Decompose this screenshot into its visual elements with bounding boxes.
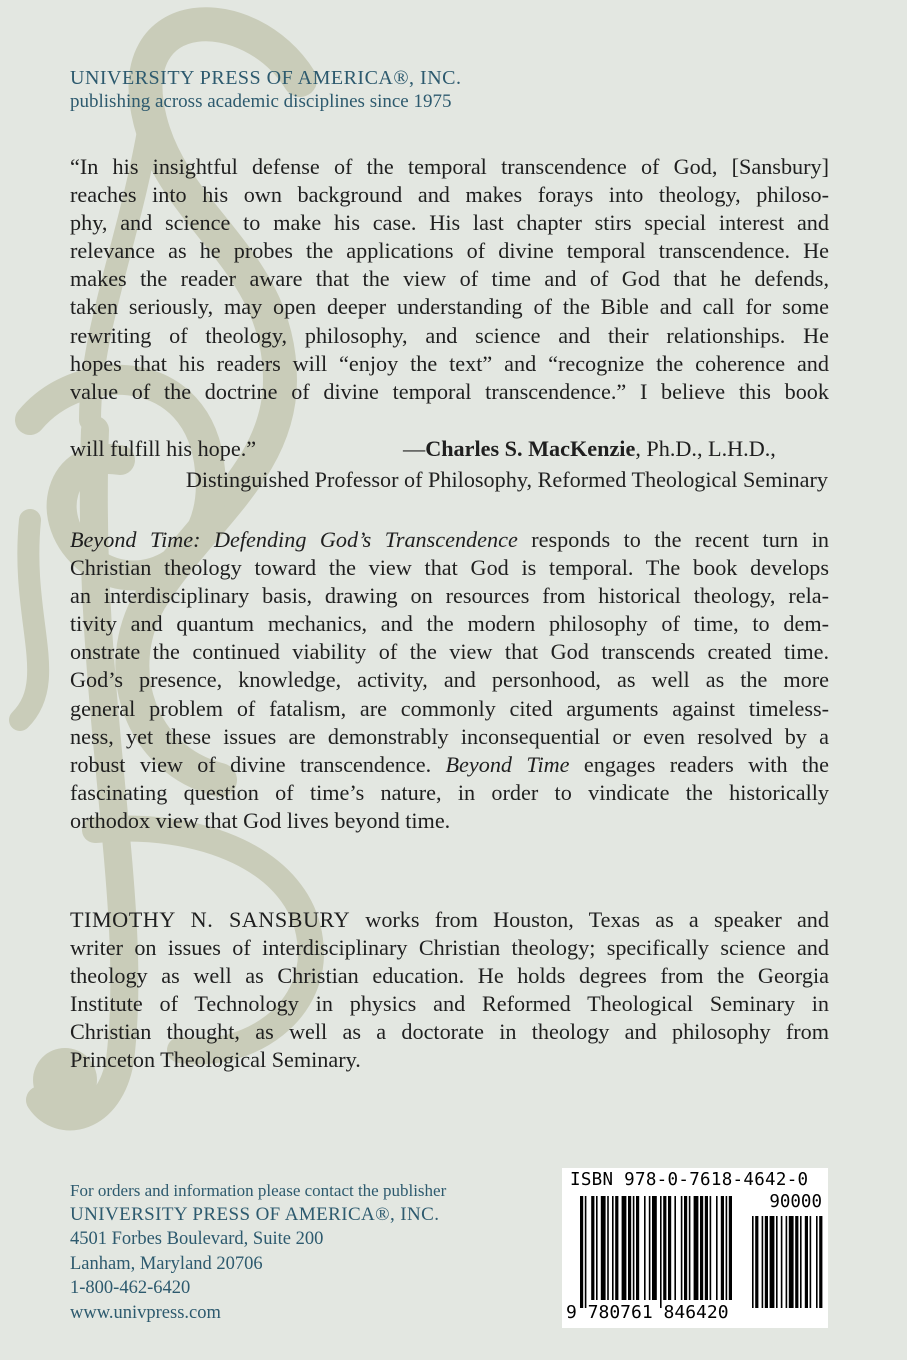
bio-text: works from Houston, Texas as a speaker and [350,907,829,932]
barcode-bar [628,1196,631,1300]
review-attribution [70,435,829,463]
barcode-addon-bar [762,1216,764,1308]
bio-line: theology as well as Christian education. He holds degrees from the Georgia [70,963,829,989]
isbn-barcode [562,1168,828,1328]
barcode-addon-bar [776,1216,778,1308]
review-line: makes the reader aware that the view of time and of God that he defends, [70,266,829,292]
description-last-line: orthodox view that God lives beyond time. [70,807,451,833]
reviewer-name: Charles S. MacKenzie [425,436,636,461]
contact-phone: 1-800-462-6420 [70,1278,191,1298]
barcode-addon-bar [795,1216,798,1308]
barcode-addon-bar [810,1216,812,1308]
barcode-bar [644,1196,646,1300]
barcode-bar [689,1196,691,1300]
description-line: God’s presence, knowledge, activity, and personhood, as well as the more [70,667,829,693]
contact-address-line1: 4501 Forbes Boulevard, Suite 200 [70,1229,324,1249]
description-line: fascinating question of time’s nature, in order to vindicate the historically [70,779,829,805]
barcode-addon-bar [816,1216,818,1308]
barcode-bar [710,1196,712,1300]
barcode-bar [649,1196,651,1300]
review-line: value of the doctrine of divine temporal transcendence.” I believe this book [70,378,829,404]
barcode-bar [612,1196,614,1300]
review-line: reaches into his own background and makes forays into theology, philoso- [70,182,829,208]
barcode-bar [615,1196,618,1300]
bio-last-line: Princeton Theological Seminary. [70,1047,361,1073]
review-line: taken seriously, may open deeper understanding of the Bible and call for some [70,294,829,320]
contact-publisher: UNIVERSITY PRESS OF AMERICA®, INC. [70,1204,440,1225]
description-line [70,751,829,779]
description-text: engages readers with the [569,751,829,777]
review-last-line: will fulfill his hope.” [70,436,257,461]
barcode-bar [601,1196,606,1300]
description-line: Christian theology toward the view that God is temporal. The book develops [70,555,829,581]
barcode-addon-bar [765,1216,768,1308]
barcode-bar [580,1196,583,1308]
barcode-addon-bar [752,1216,754,1308]
barcode-bar [726,1196,728,1300]
author-name: TIMOTHY N. SANSBURY [70,907,351,932]
barcode-addon-bar [781,1216,783,1308]
review-line: rewriting of theology, philosophy, and science and their relationships. He [70,322,829,348]
publisher-header [70,66,462,114]
barcode-bar [721,1196,724,1300]
barcode-bar [607,1196,609,1300]
review-line: phy, and science to make his case. His last chapter stirs special interest and [70,210,829,236]
barcode-bar [636,1196,639,1300]
barcode-addon-bar [770,1216,775,1308]
review-line: hopes that his readers will “enjoy the text” and “recognize the coherence and [70,350,829,376]
description-line [70,526,829,554]
contact-website[interactable]: www.univpress.com [70,1302,221,1323]
barcode-bar [674,1196,676,1300]
reviewer [403,435,776,463]
author-bio [70,906,829,1075]
barcode-bar [705,1196,708,1300]
description-line: tivity and quantum mechanics, and the modern philosophy of time, to dem- [70,611,829,637]
barcode-addon-bar [786,1216,788,1308]
description-text: robust view of divine transcendence. [70,751,446,777]
publisher-name: UNIVERSITY PRESS OF AMERICA®, INC. [70,67,462,89]
barcode-bar [660,1196,662,1308]
reviewer-title: Distinguished Professor of Philosophy, Reformed Theological Seminary [185,467,828,492]
barcode-bar [684,1196,687,1300]
contact-address-line2: Lanham, Maryland 20706 [70,1253,263,1274]
barcode-bar [700,1196,703,1300]
price-code: 90000 [769,1192,822,1212]
barcode-bar [694,1196,699,1300]
description-line: an interdisciplinary basis, drawing on resources from historical theology, rela- [70,583,829,609]
barcode-bar [681,1196,683,1300]
isbn-label: ISBN 978-0-7618-4642-0 [570,1170,809,1190]
barcode-addon-bar [789,1216,794,1308]
barcode-bar [668,1196,671,1300]
barcode-bar [585,1196,587,1308]
publisher-tagline: publishing across academic disciplines since 1975 [70,91,452,112]
barcode-addon-bar [755,1216,758,1308]
barcode-bar [652,1196,657,1300]
book-title: Beyond Time: Defending God’s Transcendence [70,527,518,552]
book-title-inline: Beyond Time [445,751,570,777]
description-line: ness, yet these issues are demonstrably inconsequential or even resolved by a [70,723,829,749]
barcode-addon-bar [819,1216,822,1308]
review-quote [70,153,829,406]
barcode-bar [591,1196,594,1300]
bio-line [70,906,829,934]
review-line: relevance as he probes the applications of divine temporal transcendence. He [70,238,829,264]
barcode-addon-bar [805,1216,808,1308]
em-dash: — [403,436,426,461]
barcode-bar [596,1196,598,1300]
description-line: general problem of fatalism, are commonly cited arguments against timeless- [70,695,829,721]
reviewer-degrees: , Ph.D., L.H.D., [635,436,776,461]
barcode-bar [716,1196,718,1300]
barcode-bar [663,1196,666,1300]
barcode-digits: 9 780761 846420 [566,1302,729,1323]
barcode-bar [622,1196,627,1300]
publisher-contact [70,1180,446,1325]
review-line: “In his insightful defense of the temporal transcendence of God, [Sansbury] [70,154,829,179]
barcode-addon-bar [800,1216,802,1308]
description-line: onstrate the continued viability of the view that God transcends created time. [70,639,829,665]
book-description [70,526,829,835]
barcode-bar [729,1196,732,1300]
bio-line: Christian thought, as well as a doctorate in theology and philosophy from [70,1019,829,1045]
contact-intro: For orders and information please contact the publisher [70,1181,447,1200]
barcode-bar [633,1196,635,1300]
description-text: responds to the recent turn in [517,527,829,552]
bio-line: writer on issues of interdisciplinary Christian theology; specifically science and [70,935,829,961]
bio-line: Institute of Technology in physics and Reformed Theological Seminary in [70,991,829,1017]
